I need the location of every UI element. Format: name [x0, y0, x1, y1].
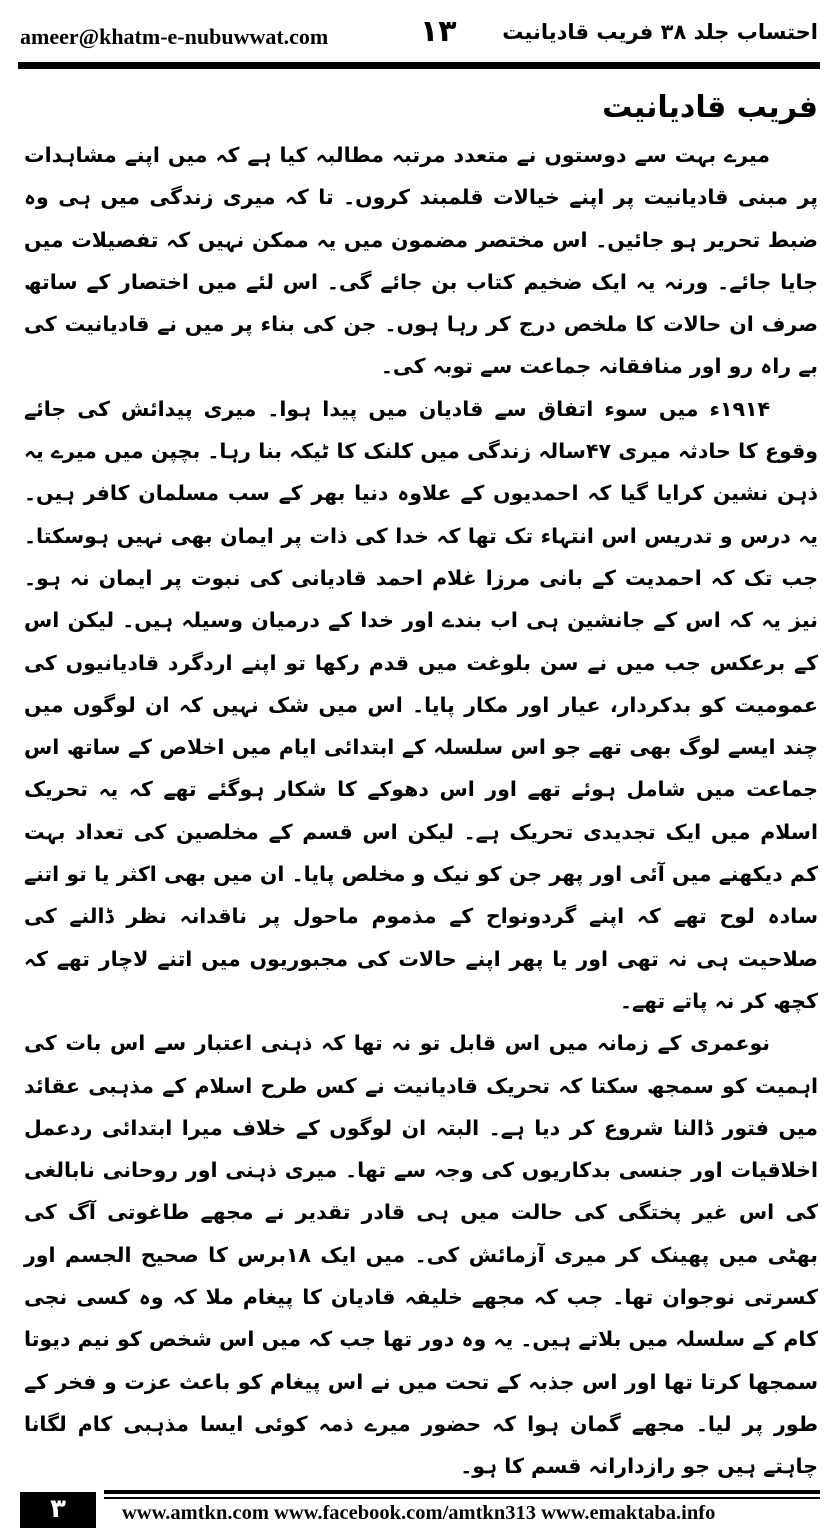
- footer-divider-thick: [104, 1490, 820, 1494]
- footer-page-number: ۳: [20, 1492, 96, 1528]
- page-header: [20, 10, 818, 56]
- header-divider: [18, 62, 820, 69]
- header-email: ameer@khatm-e-nubuwwat.com: [20, 24, 329, 49]
- paragraph-1: میرے بہت سے دوستوں نے متعدد مرتبہ مطالبہ کیا ہے کہ میں اپنے مشاہدات پر مبنی قادیانیت پر اپنے خیالات قلمبند کروں۔ تا کہ میری زندگی میں ہی وہ ضبط تحریر ہو جائیں۔ اس مختصر مضمون میں یہ ممکن نہیں کہ تفصیلات میں جایا جائے۔ ورنہ یہ ایک ضخیم کتاب بن جائے گی۔ اس لئے میں اختصار کے ساتھ صرف ان حالات کا ملخص درج کر رہا ہوں۔ جن کی بناء پر میں نے قادیانیت کی بے راہ رو اور منافقانہ جماعت سے توبہ کی۔: [24, 143, 818, 379]
- paragraph-3: نوعمری کے زمانہ میں اس قابل تو نہ تھا کہ ذہنی اعتبار سے اس بات کی اہمیت کو سمجھ سکتا کہ تحریک قادیانیت نے کس طرح اسلام کے مذہبی عقائد میں فتور ڈالنا شروع کر دیا ہے۔ البتہ ان لوگوں کے خلاف میرا ابتدائی ردعمل اخلاقیات اور جنسی بدکاریوں کی وجہ سے تھا۔ میری ذہنی اور روحانی نابالغی کی اس غیر پختگی کی حالت میں ہی قادر تقدیر نے مجھے طاغوتی آگ کی بھٹی میں پھینک کر میری آزمائش کی۔ میں ایک ۱۸برس کا صحیح الجسم اور کسرتی نوجوان تھا۔ جب کہ مجھے خلیفہ قادیان کا پیغام ملا کہ وہ کسی نجی کام کے سلسلہ میں بلاتے ہیں۔ یہ وہ دور تھا جب کہ میں اس شخص کو نیم دیوتا سمجھا کرتا تھا اور اس جذبہ کے تحت میں نے اس پیغام کو باعث عزت و فخر کے طور پر لیا۔ مجھے گمان ہوا کہ حضور میرے ذمہ کوئی ایسا مذہبی کام لگانا چاہتے ہیں جو رازدارانہ قسم کا ہو۔: [24, 1031, 818, 1479]
- article-title: فریب قادیانیت: [602, 90, 818, 125]
- header-page-number: ۱۳: [420, 14, 457, 49]
- page-footer: [20, 1488, 820, 1528]
- footer-links[interactable]: www.amtkn.com www.facebook.com/amtkn313 www.emaktaba.info: [122, 1502, 716, 1524]
- header-book-title: احتساب جلد ۳۸ فریب قادیانیت: [502, 20, 818, 44]
- paragraph-2: ۱۹۱۴ء میں سوء اتفاق سے قادیان میں پیدا ہوا۔ میری پیدائش کی جائے وقوع کا حادثہ میری ۴۷سالہ زندگی میں کلنک کا ٹیکہ بنا رہا۔ بچپن میں میرے یہ ذہن نشین کرایا گیا کہ احمدیوں کے علاوہ دنیا بھر کے سب مسلمان کافر ہیں۔ یہ درس و تدریس اس انتہاء تک تھا کہ خدا کی ذات پر ایمان بھی نہیں ہوسکتا۔ جب تک کہ احمدیت کے بانی مرزا غلام احمد قادیانی کی نبوت پر ایمان نہ ہو۔ نیز یہ کہ اس کے جانشین ہی اب بندے اور خدا کے درمیان وسیلہ ہیں۔ لیکن اس کے برعکس جب میں نے سن بلوغت میں قدم رکھا تو اپنے اردگرد قادیانیوں کی عمومیت کو بدکردار، عیار اور مکار پایا۔ اس میں شک نہیں کہ ان لوگوں میں چند ایسے لوگ بھی تھے جو اس سلسلہ کے ابتدائی ایام میں اخلاص کے ساتھ اس جماعت میں شامل ہوئے تھے اور اس دھوکے کا شکار ہوگئے تھے کہ یہ تحریک اسلام میں ایک تجدیدی تحریک ہے۔ لیکن اس قسم کے مخلصین کی تعداد بہت کم دیکھنے میں آئی اور پھر جن کو نیک و مخلص پایا۔ ان میں بھی اکثر یا تو اتنے سادہ لوح تھے کہ اپنے گردونواح کے مذموم ماحول پر ناقدانہ نظر ڈالنے کی صلاحیت ہی نہ تھی اور یا پھر اپنے حالات کی مجبوریوں میں اتنے لاچار تھے کہ کچھ کر نہ پاتے تھے۔: [24, 396, 818, 1013]
- footer-divider-thin: [104, 1497, 820, 1499]
- article: [24, 82, 818, 1488]
